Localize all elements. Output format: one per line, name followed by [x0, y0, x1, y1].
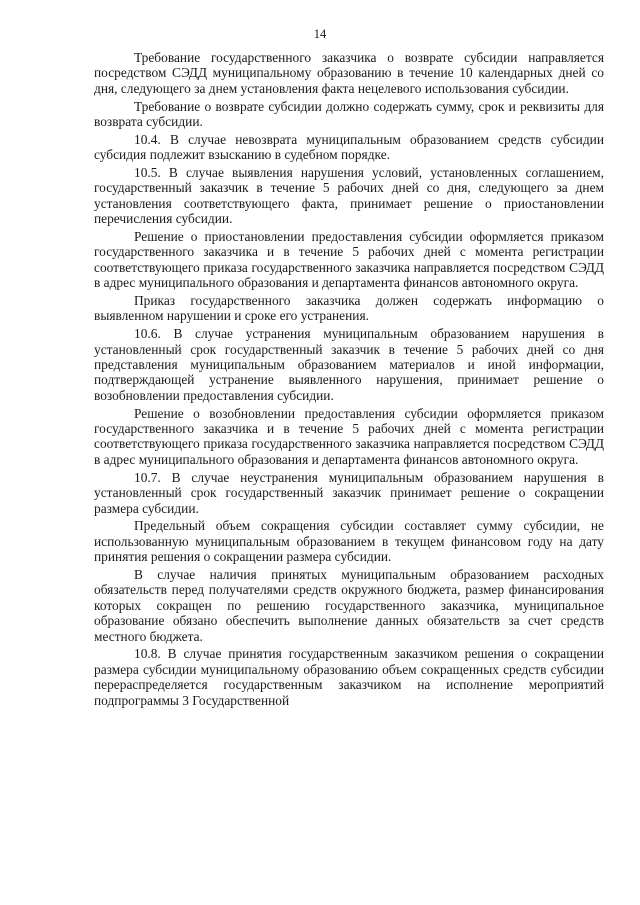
- paragraph-10-8: 10.8. В случае принятия государственным заказчиком решения о сокращении размера субсидии муниципальному образованию объем сокращенных средств субсидии перераспределяется государственным заказчиком на исполнение мероприятий подпрограммы 3 Государственной: [94, 646, 604, 708]
- paragraph-local-budget-obligations: В случае наличия принятых муниципальным образованием расходных обязательств перед получателями средств окружного бюджета, размер финансирования которых сокращен по решению государственного заказчика, муниципальное образование обязано обеспечить выполнение данных обязательств за счет средств местного бюджета.: [94, 566, 604, 644]
- document-body: [94, 50, 604, 710]
- page-number: 14: [313, 27, 327, 41]
- paragraph-10-5: 10.5. В случае выявления нарушения условий, установленных соглашением, государственный заказчик в течение 5 рабочих дней со дня, следующего за днем установления соответствующего факта, принимает решение о приостановлении перечисления субсидии.: [94, 165, 604, 227]
- paragraph-order-content: Приказ государственного заказчика должен содержать информацию о выявленном нарушении и сроке его устранения.: [94, 293, 604, 324]
- paragraph-resumption-decision: Решение о возобновлении предоставления субсидии оформляется приказом государственного заказчика и в течение 5 рабочих дней с момента регистрации соответствующего приказа государственного заказчика направляется посредством СЭДД в адрес муниципального образования и департамента финансов автономного округа.: [94, 405, 604, 467]
- paragraph-subsidy-return-request: Требование государственного заказчика о возврате субсидии направляется посредством СЭДД муниципальному образованию в течение 10 календарных дней со дня, следующего за днем установления факта нецелевого использования субсидии.: [94, 50, 604, 96]
- paragraph-return-request-content: Требование о возврате субсидии должно содержать сумму, срок и реквизиты для возврата субсидии.: [94, 98, 604, 130]
- paragraph-10-4: 10.4. В случае невозврата муниципальным образованием средств субсидии субсидия подлежит взысканию в судебном порядке.: [94, 131, 604, 163]
- paragraph-reduction-limit: Предельный объем сокращения субсидии составляет сумму субсидии, не использованную муниципальным образованием в текущем финансовом году на дату принятия решения о сокращении размера субсидии.: [94, 518, 604, 565]
- paragraph-10-7: 10.7. В случае неустранения муниципальным образованием нарушения в установленный срок государственный заказчик принимает решение о сокращении размера субсидии.: [94, 469, 604, 516]
- paragraph-10-6: 10.6. В случае устранения муниципальным образованием нарушения в установленный срок государственный заказчик в течение 5 рабочих дней со дня представления муниципальным образованием материалов и иной информации, подтверждающей устранение выявленного нарушения, принимает решение о возобновлении предоставления субсидии.: [94, 326, 604, 403]
- paragraph-suspension-decision: Решение о приостановлении предоставления субсидии оформляется приказом государственного заказчика и в течение 5 рабочих дней с момента регистрации соответствующего приказа государственного заказчика направляется посредством СЭДД в адрес муниципального образования и департамента финансов автономного округа.: [94, 229, 604, 291]
